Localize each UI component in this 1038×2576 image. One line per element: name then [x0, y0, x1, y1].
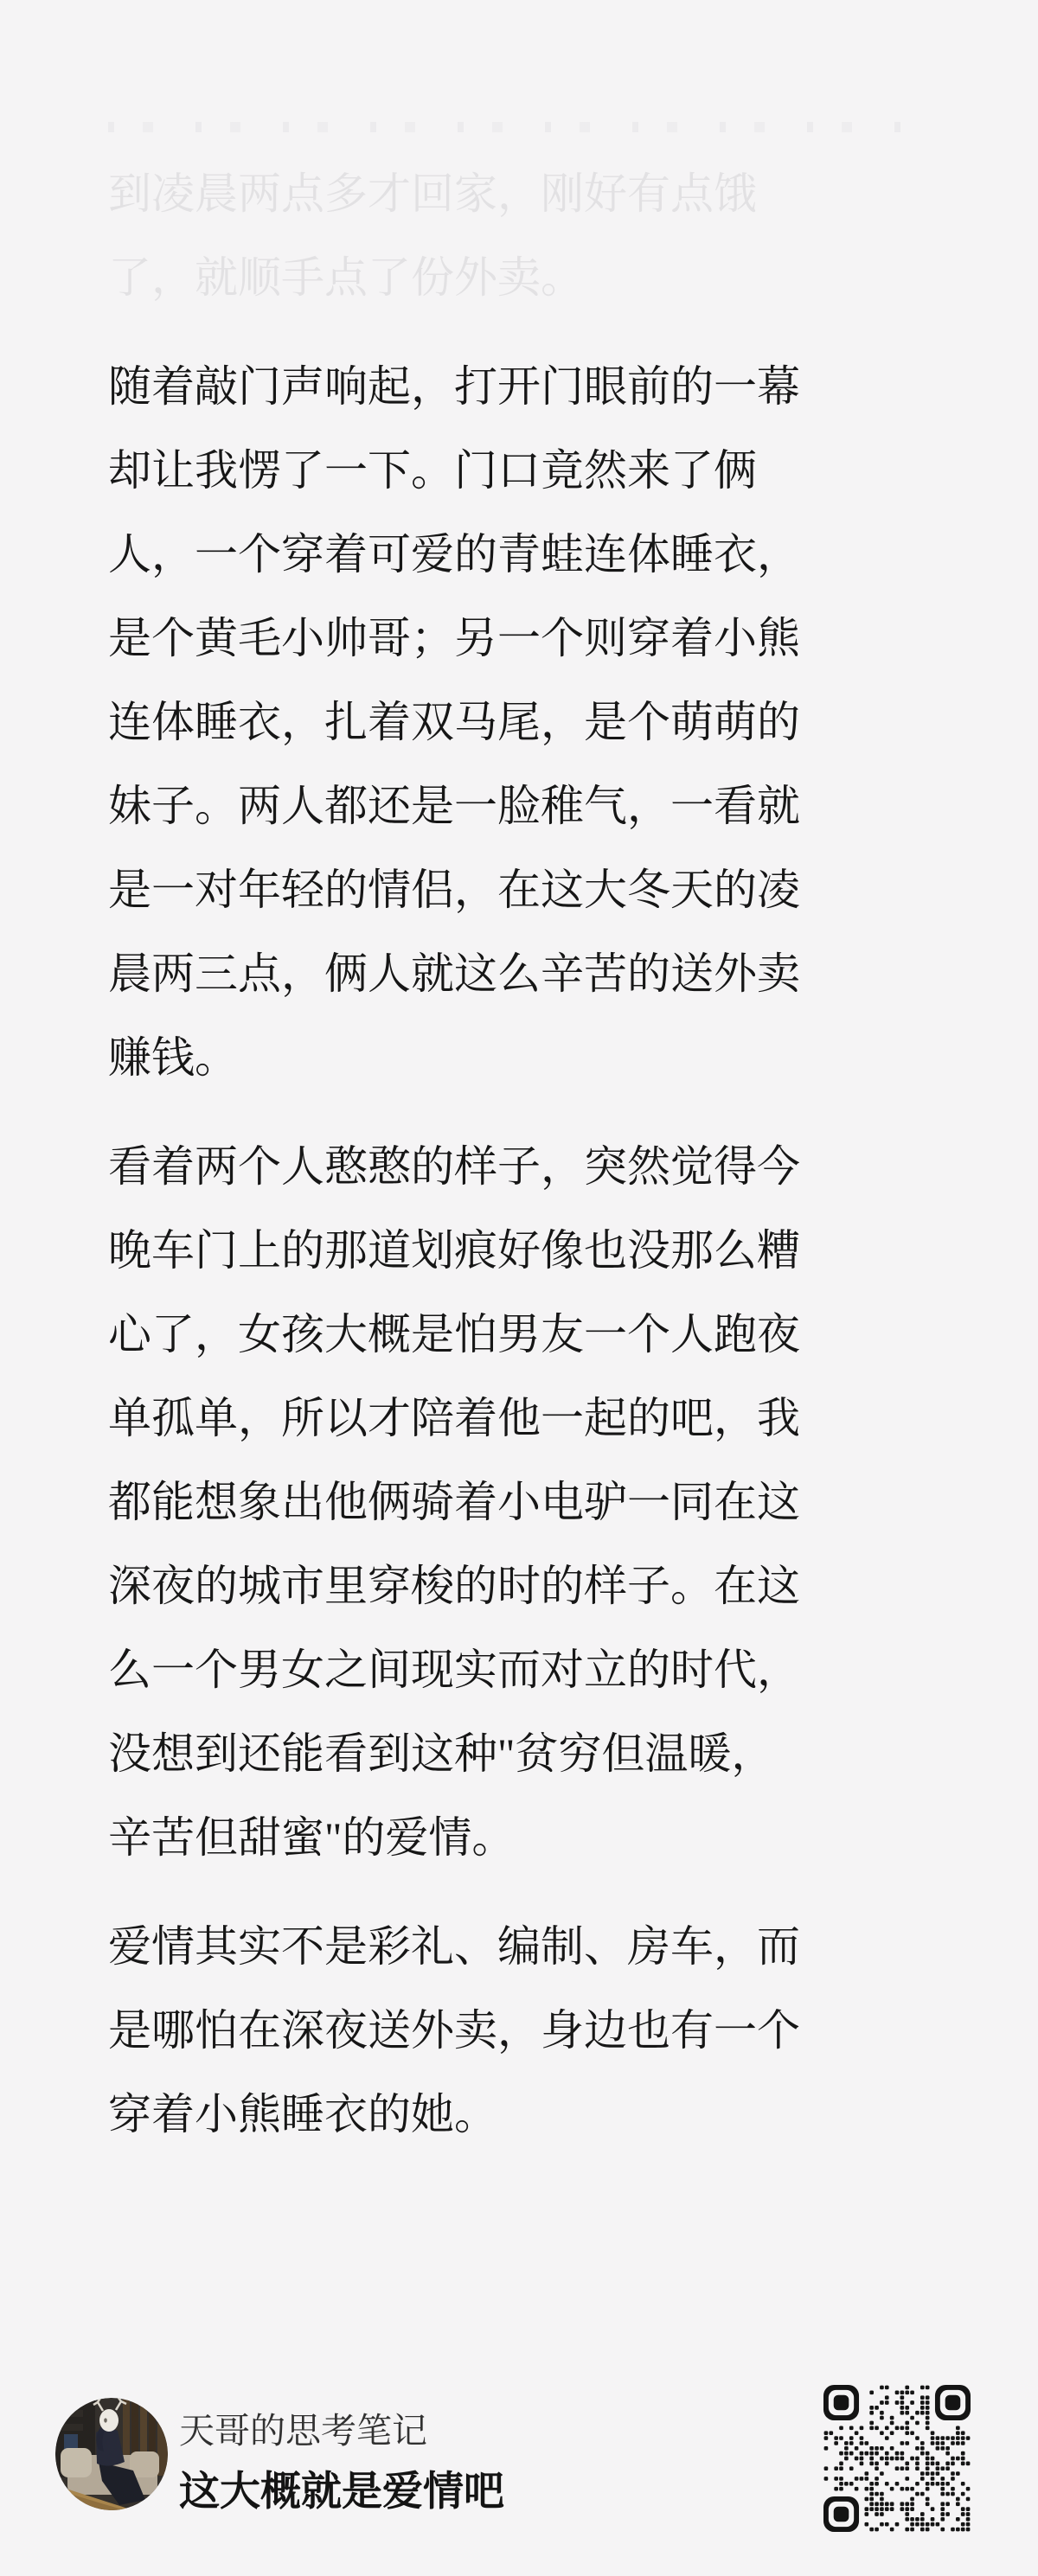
- text-line: 爱情其实不是彩礼、编制、房车，而: [108, 1922, 800, 1971]
- text-line: 穿着小熊睡衣的她。: [108, 2090, 497, 2138]
- account-name: 天哥的思考笔记: [179, 2411, 427, 2451]
- faded-intro-paragraph: [108, 152, 939, 320]
- text-line: 连体睡衣，扎着双马尾，是个萌萌的: [108, 698, 800, 746]
- qr-code-icon: [823, 2385, 971, 2532]
- faded-line: 到凌晨两点多才回家，刚好有点饿: [108, 169, 757, 218]
- text-line: 单孤单，所以才陪着他一起的吧，我: [108, 1394, 800, 1442]
- text-line: 是一对年轻的情侣，在这大冬天的凌: [108, 866, 800, 914]
- text-line: 辛苦但甜蜜"的爱情。: [108, 1813, 516, 1862]
- text-line: 看着两个人憨憨的样子，突然觉得今: [108, 1142, 800, 1191]
- paragraph-1: [108, 345, 939, 1100]
- text-line: 却让我愣了一下。门口竟然来了俩: [108, 446, 757, 495]
- text-line: 深夜的城市里穿梭的时的样子。在这: [108, 1562, 800, 1610]
- text-line: 妹子。两人都还是一脸稚气，一看就: [108, 782, 800, 830]
- avatar: [55, 2398, 168, 2510]
- qr-code: [823, 2385, 971, 2532]
- text-line: 人，一个穿着可爱的青蛙连体睡衣，: [108, 530, 800, 578]
- text-line: 么一个男女之间现实而对立的时代，: [108, 1646, 800, 1694]
- paragraph-2: [108, 1125, 939, 1880]
- text-line: 都能想象出他俩骑着小电驴一同在这: [108, 1478, 800, 1526]
- text-line: 赚钱。: [108, 1033, 238, 1082]
- text-line: 晨两三点，俩人就这么辛苦的送外卖: [108, 949, 800, 998]
- text-line: 晚车门上的那道划痕好像也没那么糟: [108, 1226, 800, 1275]
- paragraph-3: [108, 1905, 939, 2157]
- text-line: 心了，女孩大概是怕男友一个人跑夜: [108, 1310, 800, 1358]
- post-title: 这大概就是爱情吧: [179, 2468, 504, 2514]
- text-line: 没想到还能看到这种"贫穷但温暖，: [108, 1729, 775, 1778]
- text-line: 是个黄毛小帅哥；另一个则穿着小熊: [108, 614, 800, 662]
- avatar-photo-illustration: [55, 2398, 168, 2510]
- faded-line: 了，就顺手点了份外卖。: [108, 253, 584, 302]
- text-line: 是哪怕在深夜送外卖，身边也有一个: [108, 2006, 800, 2055]
- text-line: 随着敲门声响起，打开门眼前的一幕: [108, 362, 800, 411]
- clipped-previous-line-fragment: [108, 122, 928, 132]
